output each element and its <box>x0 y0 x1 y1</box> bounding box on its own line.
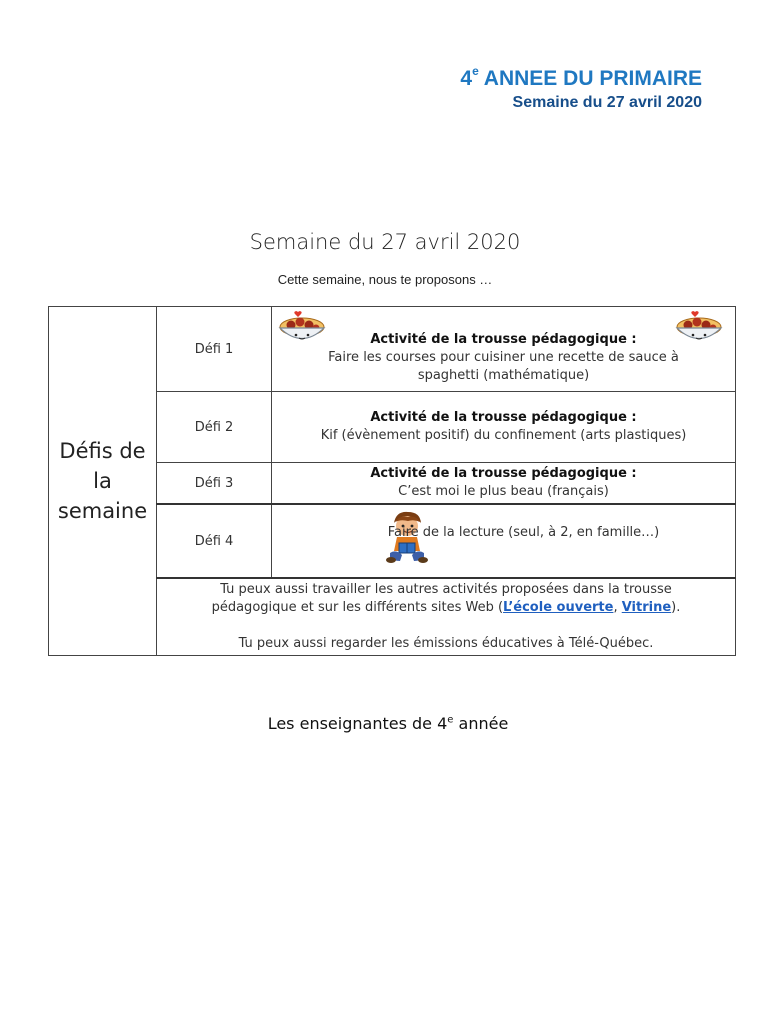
activity-title: Activité de la trousse pédagogique : <box>370 410 637 425</box>
grade-title-text: ANNEE DU PRIMAIRE <box>478 67 702 90</box>
page-title: Semaine du 27 avril 2020 <box>249 230 521 254</box>
challenge-content-3 <box>272 463 736 505</box>
grade-title <box>460 66 702 91</box>
ecole-ouverte-link[interactable]: L’école ouverte <box>503 600 614 615</box>
challenge-content-2 <box>272 392 736 463</box>
resources-text: Tu peux aussi travailler les autres activités proposées dans la trousse <box>220 582 672 597</box>
activity-text: Faire de la lecture (seul, à 2, en famille…) <box>387 525 660 540</box>
challenge-content-1 <box>272 307 736 392</box>
challenge-label-4: Défi 4 <box>157 504 272 578</box>
header-week: Semaine du 27 avril 2020 <box>512 94 702 111</box>
activity-title: Activité de la trousse pédagogique : <box>370 466 637 481</box>
vitrine-link[interactable]: Vitrine <box>621 600 672 615</box>
link-separator: , <box>613 600 622 615</box>
week-label-line: Défis de <box>59 439 146 463</box>
table-row <box>49 307 736 392</box>
tele-quebec-text: Tu peux aussi regarder les émissions éducatives à Télé-Québec. <box>238 636 654 651</box>
activity-text: Faire les courses pour cuisiner une recette de sauce à <box>328 350 679 365</box>
intro-text: Cette semaine, nous te proposons … <box>277 272 493 287</box>
signature <box>0 714 770 733</box>
challenge-label-1: Défi 1 <box>157 307 272 392</box>
additional-resources <box>157 578 736 656</box>
activity-text: C’est moi le plus beau (français) <box>398 484 609 499</box>
week-label-line: semaine <box>57 499 148 523</box>
activity-text: Kif (évènement positif) du confinement (arts plastiques) <box>320 428 687 443</box>
challenge-content-4 <box>272 504 736 578</box>
challenge-label-3: Défi 3 <box>157 463 272 505</box>
challenges-table <box>48 306 736 656</box>
resources-text: pédagogique et sur les différents sites Web ( <box>211 600 504 615</box>
signature-text: Les enseignantes de 4 <box>267 714 448 733</box>
resources-links-line <box>157 599 735 617</box>
signature-suffix: e <box>447 714 454 726</box>
grade-suffix: e <box>472 64 479 78</box>
spaghetti-bowl-icon <box>276 309 328 345</box>
activity-title: Activité de la trousse pédagogique : <box>370 332 637 347</box>
spaghetti-bowl-icon <box>673 309 725 345</box>
week-label-line: la <box>93 469 112 493</box>
activity-text: spaghetti (mathématique) <box>417 368 590 383</box>
week-challenges-label <box>49 307 157 656</box>
resources-text: ). <box>671 600 681 615</box>
signature-text-end: année <box>453 714 509 733</box>
challenge-label-2: Défi 2 <box>157 392 272 463</box>
grade-number: 4 <box>460 67 473 90</box>
